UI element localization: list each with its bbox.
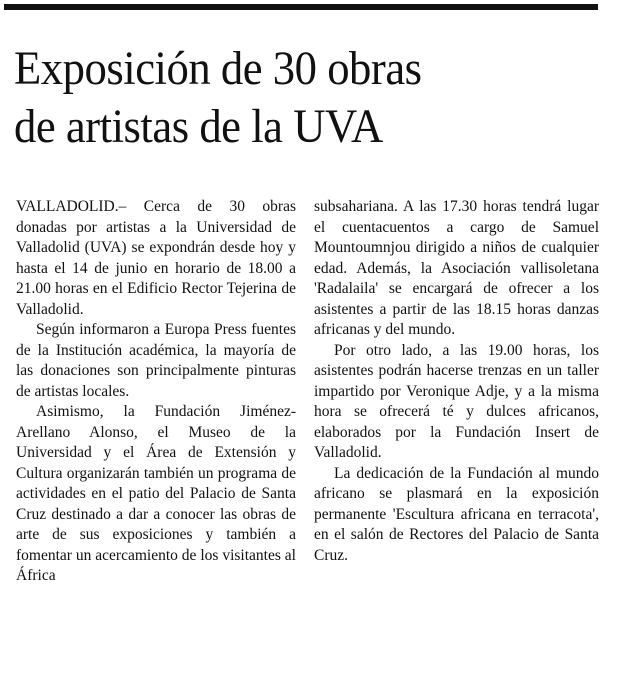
headline <box>14 40 572 156</box>
paragraph-lead: VALLADOLID.– Cerca de 30 obras donadas por artistas a la Universidad de Valladolid (UVA) se expondrán desde hoy y hasta el 14 de junio en horario de 18.00 a 21.00 horas en el Edificio Rector Tejerina de Valladolid. <box>16 198 296 318</box>
paragraph: Asimismo, la Fundación Jiménez-Arellano Alonso, el Museo de la Universidad y el Área de Extensión y Cultura organizarán también un programa de actividades en el patio del Palacio de Santa Cruz destinado a dar a conocer las obras de arte de sus exposiciones y también a fomentar un acercamiento de los visitantes al África <box>16 403 296 584</box>
headline-line-1: Exposición de 30 obras <box>14 42 422 95</box>
top-rule <box>4 4 598 10</box>
paragraph: Por otro lado, a las 19.00 horas, los asistentes podrán hacerse trenzas en un taller impartido por Veronique Adje, y a la misma hora se ofrecerá té y dulces africanos, elaborados por la Fundación Insert de Valladolid. <box>314 341 599 461</box>
paragraph: La dedicación de la Fundación al mundo africano se plasmará en la exposición permanente 'Escultura africana en terracota', en el salón de Rectores del Palacio de Santa Cruz. <box>314 464 599 564</box>
article-column-left <box>16 197 296 587</box>
article-column-right <box>314 197 599 566</box>
headline-line-2: de artistas de la UVA <box>14 100 383 153</box>
paragraph: Según informaron a Europa Press fuentes de la Institución académica, la mayoría de las donaciones son principalmente pinturas de artistas locales. <box>16 321 296 400</box>
paragraph-continuation: subsahariana. A las 17.30 horas tendrá lugar el cuentacuentos a cargo de Samuel Mountoumnjou dirigido a niños de cualquier edad. Además, la Asociación vallisoletana 'Radalaila' se encargará de ofrecer a los asistentes a partir de las 18.15 horas danzas africanas y del mundo. <box>314 198 599 338</box>
